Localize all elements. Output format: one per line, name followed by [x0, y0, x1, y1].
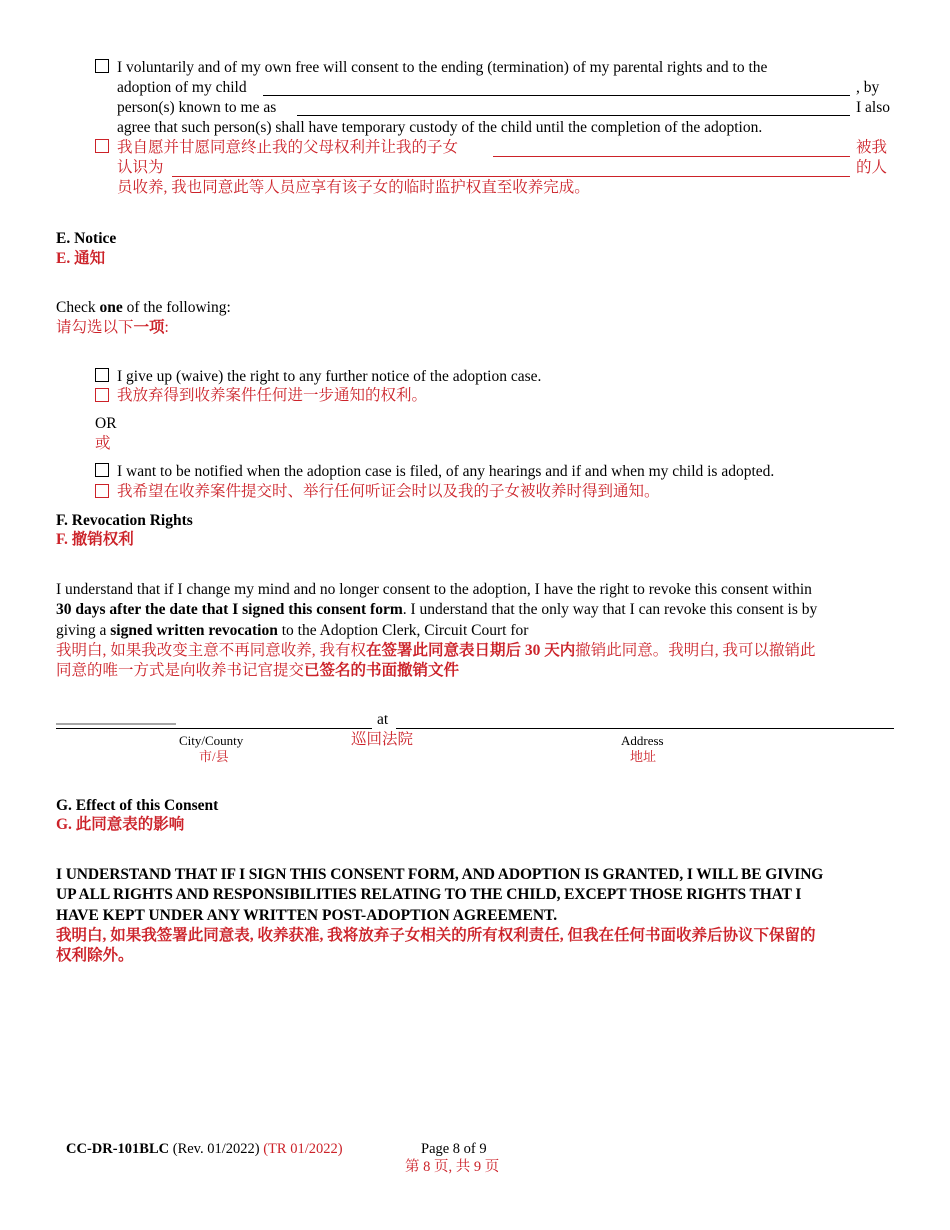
notify-checkbox-zh[interactable]: [95, 484, 109, 498]
waive-notice-checkbox-zh[interactable]: [95, 388, 109, 402]
consent-text-en-2: adoption of my child: [117, 79, 247, 96]
field-residue-mark: [56, 723, 176, 725]
revocation-text-2: 30 days after the date that I signed this consent form. I understand that the only way that I can revoke this consent is by: [56, 601, 818, 618]
adoptive-persons-field-zh[interactable]: [172, 176, 850, 177]
section-g-heading-zh: G. 此同意表的影响: [56, 816, 185, 833]
consent-text-zh-1: 我自愿并甘愿同意终止我的父母权利并让我的子女: [117, 139, 459, 156]
section-f-heading-zh: F. 撤销权利: [56, 531, 134, 548]
at-label: at: [377, 711, 389, 728]
page-number: Page 8 of 9: [421, 1141, 487, 1157]
section-f-heading: F. Revocation Rights: [56, 512, 193, 529]
consent-text-en-3: person(s) known to me as: [117, 99, 277, 116]
section-e-heading-zh: E. 通知: [56, 250, 106, 267]
consent-text-en-1: I voluntarily and of my own free will consent to the ending (termination) of my parental rights and to the: [117, 59, 768, 76]
effect-text-zh-2: 权利除外。: [56, 947, 134, 964]
consent-text-en-2b: , by: [856, 79, 880, 96]
effect-text-zh-1: 我明白, 如果我签署此同意表, 收养获准, 我将放弃子女相关的所有权利责任, 但我在任何书面收养后协议下保留的: [56, 927, 816, 944]
waive-notice-label-zh: 我放弃得到收养案件任何进一步通知的权利。: [117, 387, 428, 404]
address-label-zh: 地址: [630, 749, 657, 764]
consent-text-zh-3: 员收养, 我也同意此等人员应享有该子女的临时监护权直至收养完成。: [117, 179, 590, 196]
consent-checkbox-zh[interactable]: [95, 139, 109, 153]
revocation-text-1: I understand that if I change my mind and no longer consent to the adoption, I have the right to revoke this consent within: [56, 581, 812, 598]
or-label: OR: [95, 415, 117, 432]
notice-instruction-zh: 请勾选以下一项:: [56, 319, 169, 336]
effect-text-3: HAVE KEPT UNDER ANY WRITTEN POST-ADOPTION AGREEMENT.: [56, 907, 558, 924]
revocation-text-3: giving a signed written revocation to the Adoption Clerk, Circuit Court for: [56, 622, 529, 639]
notify-label-zh: 我希望在收养案件提交时、举行任何听证会时以及我的子女被收养时得到通知。: [117, 483, 660, 500]
consent-text-zh-2: 认识为: [117, 159, 164, 176]
city-county-field[interactable]: [56, 728, 372, 729]
notify-label: I want to be notified when the adoption case is filed, of any hearings and if and when my child is adopted.: [117, 463, 775, 480]
consent-text-zh-2b: 的人: [856, 159, 888, 176]
consent-text-en-3b: I also: [856, 99, 891, 116]
child-name-field-zh[interactable]: [493, 156, 850, 157]
address-field[interactable]: [396, 728, 894, 729]
circuit-court-label-zh: 巡回法院: [351, 731, 414, 748]
city-county-label: City/County: [179, 733, 244, 748]
revocation-text-zh-2: 同意的唯一方式是向收养书记官提交已签名的书面撤销文件: [56, 662, 460, 679]
waive-notice-checkbox[interactable]: [95, 368, 109, 382]
consent-checkbox[interactable]: [95, 59, 109, 73]
address-label: Address: [621, 733, 664, 748]
section-g-heading: G. Effect of this Consent: [56, 797, 219, 814]
city-county-label-zh: 市/县: [199, 749, 229, 764]
adoptive-persons-field[interactable]: [297, 115, 850, 116]
section-e-heading: E. Notice: [56, 230, 117, 247]
or-label-zh: 或: [95, 435, 111, 452]
revocation-text-zh-1: 我明白, 如果我改变主意不再同意收养, 我有权在签署此同意表日期后 30 天内撤销此同意。我明白, 我可以撤销此: [56, 642, 816, 659]
consent-text-zh-1b: 被我: [856, 139, 888, 156]
notice-instruction: Check one of the following:: [56, 299, 231, 316]
child-name-field[interactable]: [263, 95, 850, 96]
effect-text-2: UP ALL RIGHTS AND RESPONSIBILITIES RELATING TO THE CHILD, EXCEPT THOSE RIGHTS THAT I: [56, 886, 802, 903]
form-id: CC-DR-101BLC (Rev. 01/2022) (TR 01/2022): [66, 1141, 343, 1157]
waive-notice-label: I give up (waive) the right to any further notice of the adoption case.: [117, 368, 542, 385]
effect-text-1: I UNDERSTAND THAT IF I SIGN THIS CONSENT FORM, AND ADOPTION IS GRANTED, I WILL BE GIVING: [56, 866, 824, 883]
page-number-zh: 第 8 页, 共 9 页: [405, 1159, 500, 1175]
notify-checkbox[interactable]: [95, 463, 109, 477]
consent-text-en-4: agree that such person(s) shall have temporary custody of the child until the completion of the adoption.: [117, 119, 763, 136]
